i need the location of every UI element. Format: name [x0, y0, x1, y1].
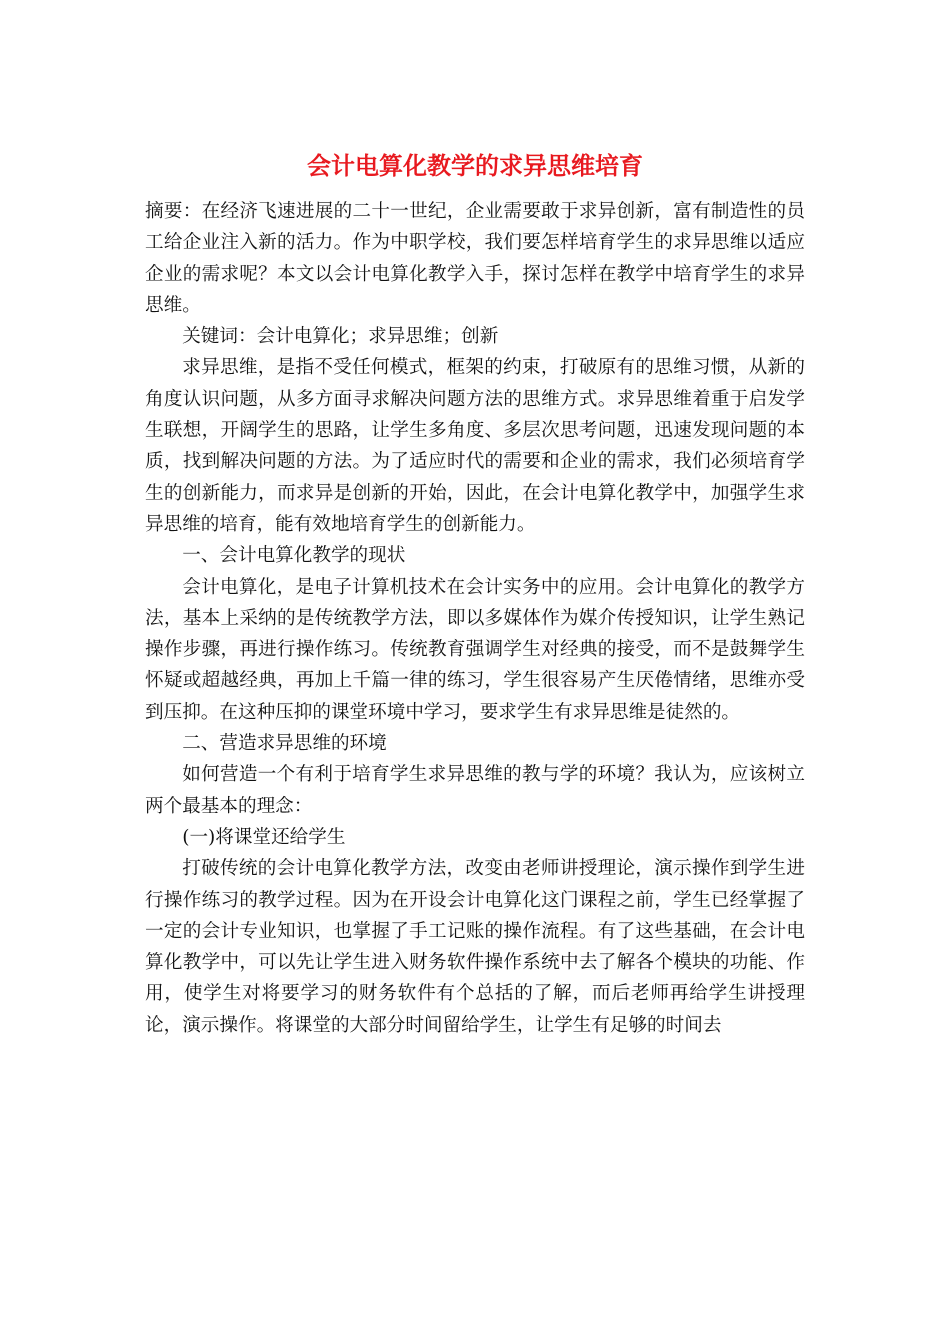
- document-title: 会计电算化教学的求异思维培育: [307, 151, 643, 180]
- section-heading: 一、会计电算化教学的现状: [182, 545, 406, 567]
- document-body: [145, 196, 805, 1041]
- keywords-paragraph: 关键词：会计电算化；求异思维；创新: [182, 326, 499, 348]
- section-heading: 二、营造求异思维的环境: [182, 733, 387, 755]
- body-paragraph: 打破传统的会计电算化教学方法，改变由老师讲授理论，演示操作到学生进行操作练习的教学过程。因为在开设会计电算化这门课程之前，学生已经掌握了一定的会计专业知识，也掌握了手工记账的操作流程。有了这些基础，在会计电算化教学中，可以先让学生进入财务软件操作系统中去了解各个模块的功能、作用，使学生对将要学习的财务软件有个总括的了解，而后老师再给学生讲授理论，演示操作。将课堂的大部分时间留给学生，让学生有足够的时间去: [145, 858, 805, 1036]
- body-paragraph: 如何营造一个有利于培育学生求异思维的教与学的环境？我认为，应该树立两个最基本的理念：: [145, 764, 805, 817]
- abstract-paragraph: 摘要：在经济飞速进展的二十一世纪，企业需要敢于求异创新，富有制造性的员工给企业注入新的活力。作为中职学校，我们要怎样培育学生的求异思维以适应企业的需求呢？本文以会计电算化教学入手，探讨怎样在教学中培育学生的求异思维。: [145, 201, 805, 316]
- subsection-heading: (一)将课堂还给学生: [182, 826, 346, 848]
- body-paragraph: 求异思维，是指不受任何模式，框架的约束，打破原有的思维习惯，从新的角度认识问题，从多方面寻求解决问题方法的思维方式。求异思维着重于启发学生联想，开阔学生的思路，让学生多角度、多层次思考问题，迅速发现问题的本质，找到解决问题的方法。为了适应时代的需要和企业的需求，我们必须培育学生的创新能力，而求异是创新的开始，因此，在会计电算化教学中，加强学生求异思维的培育，能有效地培育学生的创新能力。: [145, 357, 805, 535]
- body-paragraph: 会计电算化，是电子计算机技术在会计实务中的应用。会计电算化的教学方法，基本上采纳的是传统教学方法，即以多媒体作为媒介传授知识，让学生熟记操作步骤，再进行操作练习。传统教育强调学生对经典的接受，而不是鼓舞学生怀疑或超越经典，再加上千篇一律的练习，学生很容易产生厌倦情绪，思维亦受到压抑。在这种压抑的课堂环境中学习，要求学生有求异思维是徒然的。: [145, 576, 805, 723]
